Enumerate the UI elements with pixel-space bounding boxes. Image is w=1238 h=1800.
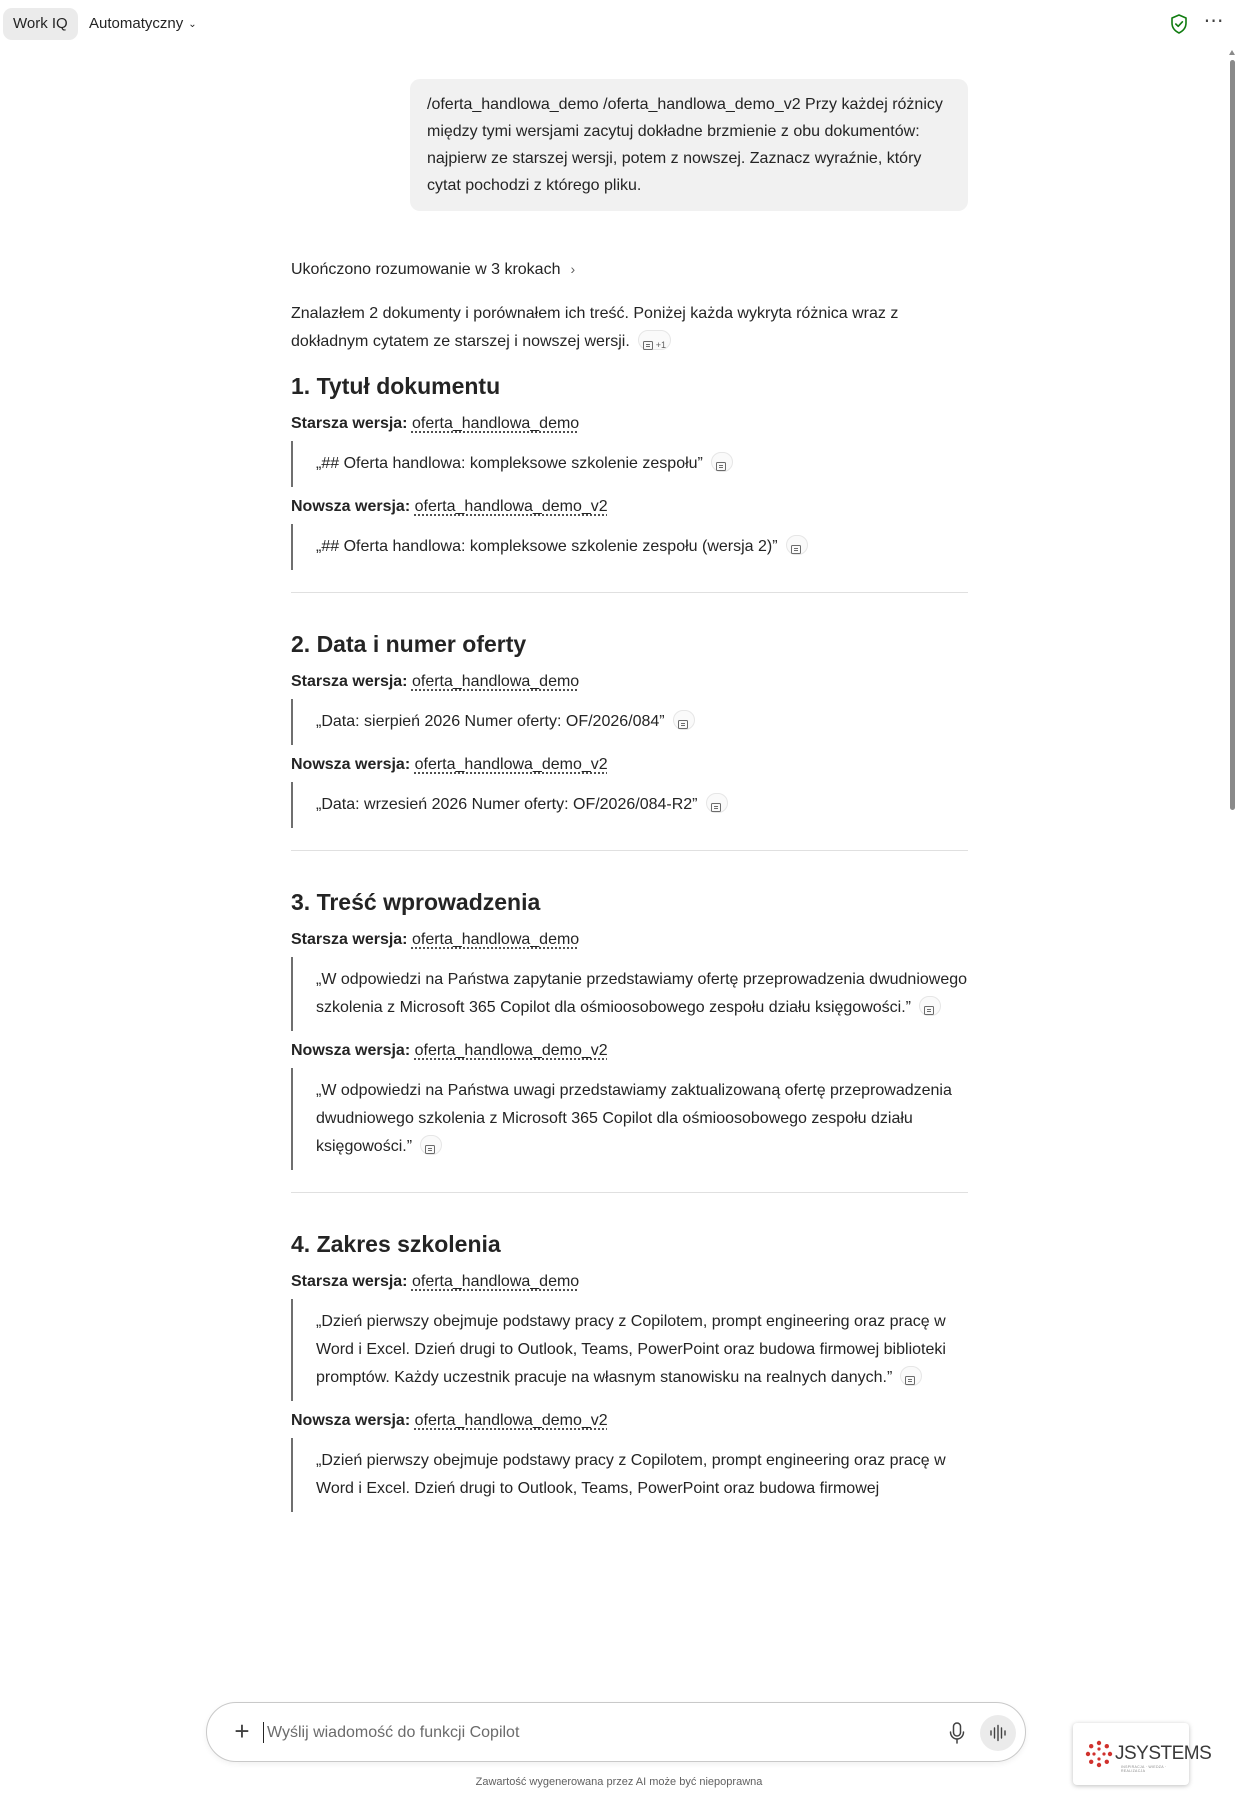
citation-badge[interactable] xyxy=(711,452,733,472)
old-version-label: Starsza wersja: xyxy=(291,931,408,948)
chevron-right-icon: › xyxy=(570,261,576,277)
new-version-line xyxy=(291,753,968,777)
citation-badge[interactable] xyxy=(706,793,728,813)
new-version-label: Nowsza wersja: xyxy=(291,756,411,773)
document-icon xyxy=(711,803,721,812)
ai-disclaimer: Zawartość wygenerowana przez AI może być niepoprawna xyxy=(475,1776,763,1788)
document-icon xyxy=(678,720,688,729)
answer-intro xyxy=(291,300,968,356)
old-version-line xyxy=(291,1270,968,1294)
citation-badge[interactable] xyxy=(786,535,808,555)
old-document-link[interactable]: oferta_handlowa_demo xyxy=(411,673,580,690)
citation-count: +1 xyxy=(655,339,667,350)
audio-waveform-icon xyxy=(989,1724,1007,1742)
diff-section xyxy=(291,371,968,593)
text-caret xyxy=(263,1722,264,1743)
old-quote xyxy=(291,699,968,745)
divider xyxy=(291,592,968,593)
document-icon xyxy=(924,1006,934,1015)
new-quote-text: „Data: wrzesień 2026 Numer oferty: OF/2026/084-R2” xyxy=(316,796,698,813)
document-icon xyxy=(643,341,653,350)
old-quote xyxy=(291,441,968,487)
citation-badge[interactable] xyxy=(673,710,695,730)
new-quote-text: „Dzień pierwszy obejmuje podstawy pracy z Copilotem, prompt engineering oraz pracę w Word i Excel. Dzień drugi to Outlook, Teams, PowerPoint oraz budowa firmowej xyxy=(316,1452,946,1497)
old-document-link[interactable]: oferta_handlowa_demo xyxy=(411,931,580,948)
assistant-answer xyxy=(291,300,968,1512)
old-quote xyxy=(291,957,968,1031)
old-version-line xyxy=(291,928,968,952)
old-document-link[interactable]: oferta_handlowa_demo xyxy=(411,1273,580,1290)
new-quote xyxy=(291,782,968,828)
message-composer xyxy=(206,1702,1026,1762)
diff-section xyxy=(291,1229,968,1512)
new-version-line xyxy=(291,1039,968,1063)
new-document-link[interactable]: oferta_handlowa_demo_v2 xyxy=(414,1042,608,1059)
document-icon xyxy=(905,1376,915,1385)
new-quote xyxy=(291,524,968,570)
new-version-line xyxy=(291,495,968,519)
content-fade xyxy=(0,1580,1238,1680)
jsystems-logo xyxy=(1073,1723,1212,1785)
document-icon xyxy=(716,462,726,471)
new-document-link[interactable]: oferta_handlowa_demo_v2 xyxy=(414,498,608,515)
add-attachment-icon[interactable]: + xyxy=(234,1716,250,1746)
citation-badge[interactable] xyxy=(638,330,671,350)
microphone-icon[interactable] xyxy=(945,1720,969,1746)
section-title: 4. Zakres szkolenia xyxy=(291,1231,501,1257)
new-version-label: Nowsza wersja: xyxy=(291,1042,411,1059)
diff-section xyxy=(291,629,968,851)
citation-badge[interactable] xyxy=(420,1135,442,1155)
old-version-line xyxy=(291,670,968,694)
old-version-label: Starsza wersja: xyxy=(291,1273,408,1290)
scrollbar-thumb[interactable] xyxy=(1230,60,1235,810)
new-document-link[interactable]: oferta_handlowa_demo_v2 xyxy=(414,756,608,773)
scroll-up-arrow-icon[interactable] xyxy=(1229,50,1235,55)
mode-label: Automatyczny xyxy=(89,15,184,32)
old-version-label: Starsza wersja: xyxy=(291,673,408,690)
new-document-link[interactable]: oferta_handlowa_demo_v2 xyxy=(414,1412,608,1429)
old-document-link[interactable]: oferta_handlowa_demo xyxy=(411,415,580,432)
old-quote-text: „Data: sierpień 2026 Numer oferty: OF/2026/084” xyxy=(316,713,665,730)
divider xyxy=(291,850,968,851)
new-version-line xyxy=(291,1409,968,1433)
section-title: 2. Data i numer oferty xyxy=(291,631,527,657)
new-version-label: Nowsza wersja: xyxy=(291,498,411,515)
logo-dots-icon xyxy=(1085,1740,1113,1768)
diff-section xyxy=(291,887,968,1193)
old-quote-text: „## Oferta handlowa: kompleksowe szkolenie zespołu” xyxy=(316,455,703,472)
old-quote xyxy=(291,1299,968,1401)
more-options-icon[interactable]: ⋯ xyxy=(1203,10,1225,32)
section-title: 1. Tytuł dokumentu xyxy=(291,373,501,399)
section-title: 3. Treść wprowadzenia xyxy=(291,889,541,915)
logo-tagline: INSPIRACJA · WIEDZA · REALIZACJA xyxy=(1121,1765,1167,1773)
old-quote-text: „Dzień pierwszy obejmuje podstawy pracy z Copilotem, prompt engineering oraz pracę w Word i Excel. Dzień drugi to Outlook, Teams, PowerPoint oraz budowa firmowej biblioteki promptów. Każdy uczestnik pracuje na własnym stanowisku na realnych danych.” xyxy=(316,1313,946,1386)
work-iq-button[interactable]: Work IQ xyxy=(3,8,78,40)
old-version-label: Starsza wersja: xyxy=(291,415,408,432)
citation-badge[interactable] xyxy=(919,996,941,1016)
reasoning-label: Ukończono rozumowanie w 3 krokach xyxy=(291,261,561,278)
old-version-line xyxy=(291,412,968,436)
document-icon xyxy=(791,545,801,554)
document-icon xyxy=(425,1145,435,1154)
voice-mode-button[interactable] xyxy=(980,1715,1016,1751)
new-quote-text: „W odpowiedzi na Państwa uwagi przedstawiamy zaktualizowaną ofertę przeprowadzenia dwudniowego szkolenia z Microsoft 365 Copilot dla ośmioosobowego zespołu działu księgowości.” xyxy=(316,1082,952,1155)
new-quote xyxy=(291,1068,968,1170)
answer-intro-text: Znalazłem 2 dokumenty i porównałem ich treść. Poniżej każda wykryta różnica wraz z dokładnym cytatem ze starszej i nowszej wersji. xyxy=(291,305,899,350)
citation-badge[interactable] xyxy=(900,1366,922,1386)
new-quote-text: „## Oferta handlowa: kompleksowe szkolenie zespołu (wersja 2)” xyxy=(316,538,778,555)
user-message-bubble: /oferta_handlowa_demo /oferta_handlowa_demo_v2 Przy każdej różnicy między tymi wersjami zacytuj dokładne brzmienie z obu dokumentów: najpierw ze starszej wersji, potem z nowszej. Zaznacz wyraźnie, który cytat pochodzi z którego pliku. xyxy=(410,79,968,211)
reasoning-toggle[interactable] xyxy=(291,261,575,279)
new-quote xyxy=(291,1438,968,1512)
divider xyxy=(291,1192,968,1193)
new-version-label: Nowsza wersja: xyxy=(291,1412,411,1429)
old-quote-text: „W odpowiedzi na Państwa zapytanie przedstawiamy ofertę przeprowadzenia dwudniowego szkolenia z Microsoft 365 Copilot dla ośmioosobowego zespołu działu księgowości.” xyxy=(316,971,968,1016)
logo-text: JSYSTEMS xyxy=(1115,1743,1212,1764)
chevron-down-icon: ⌄ xyxy=(188,19,197,30)
message-input[interactable] xyxy=(265,1717,919,1749)
